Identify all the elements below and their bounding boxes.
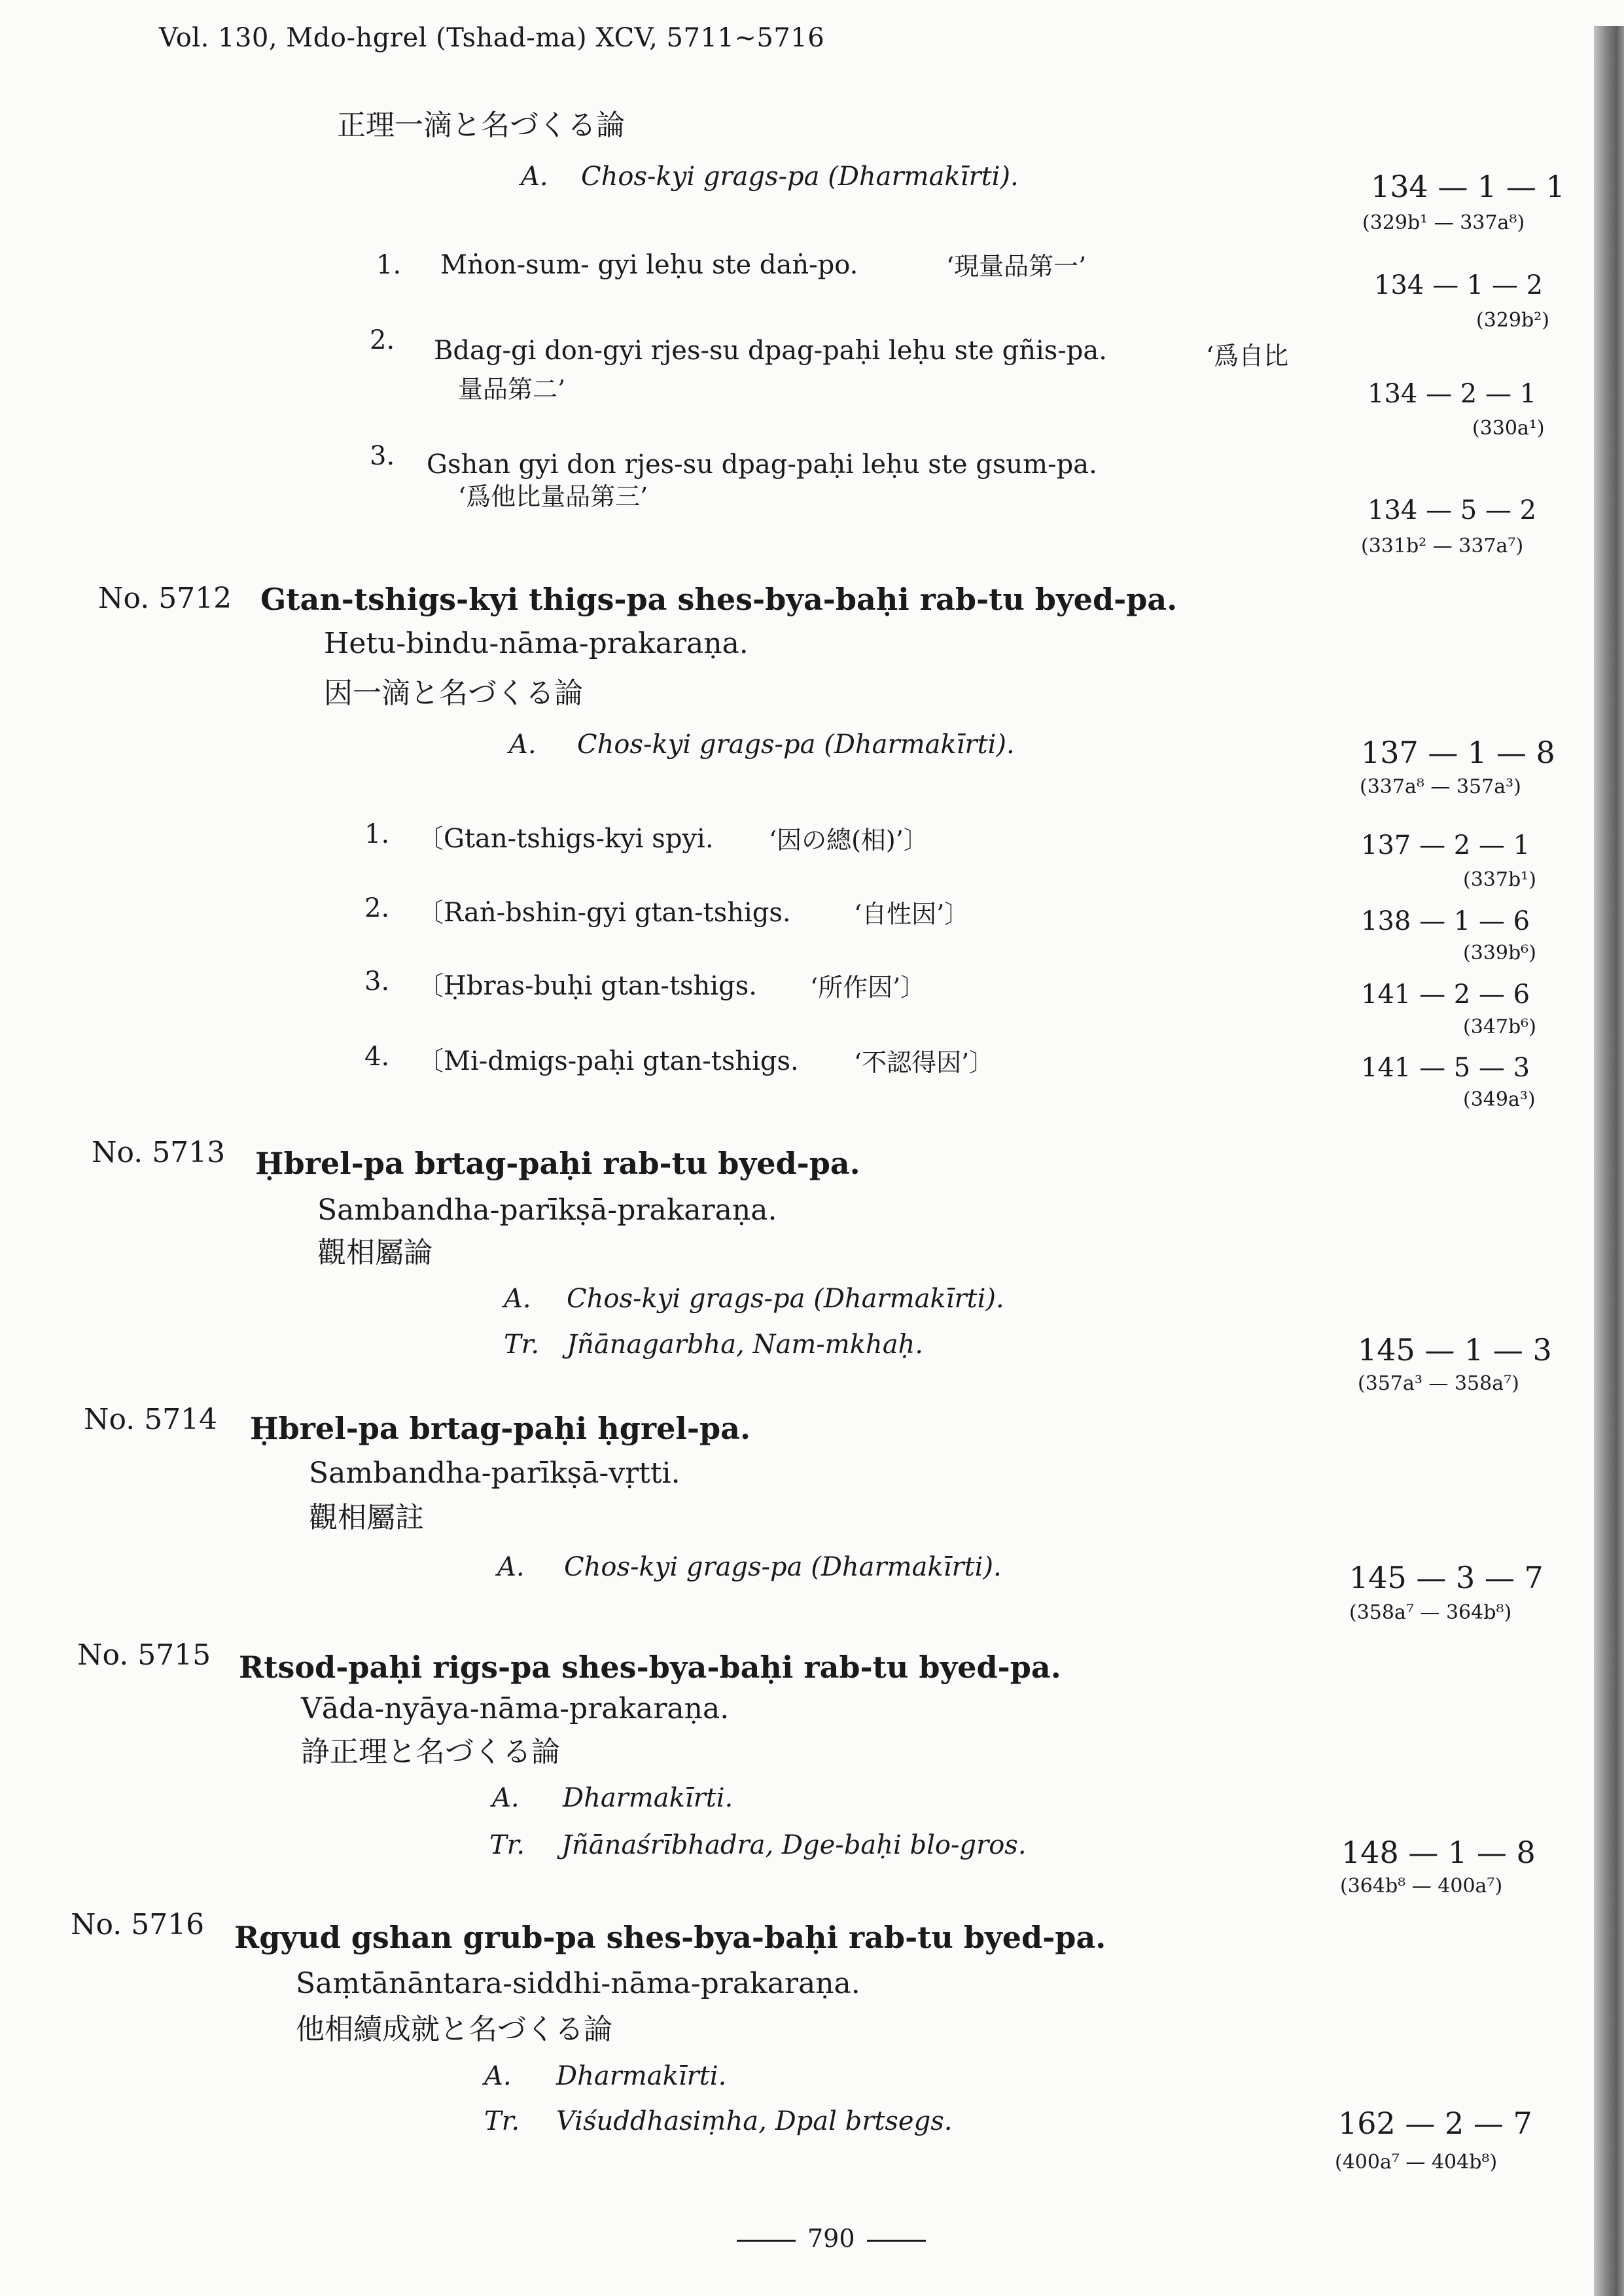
item-range: (349a³)	[1463, 1088, 1536, 1111]
item-ref: 141 — 2 — 6	[1361, 980, 1530, 1010]
entry-ref: 137 — 1 — 8	[1361, 735, 1555, 770]
top-item-text: Gshan gyi don rjes-su dpag-paḥi leḥu ste gsum-pa.	[427, 450, 1097, 480]
scan-edge-shadow	[1594, 26, 1624, 2296]
item-text: 〔Mi-dmigs-paḥi gtan-tshigs.	[417, 1046, 799, 1076]
entry-title: Ḥbrel-pa brtag-paḥi ḥgrel-pa.	[250, 1411, 750, 1446]
top-ref: 134 — 1 — 1	[1371, 169, 1565, 204]
item-text: 〔Raṅ-bshin-gyi gtan-tshigs.	[417, 898, 791, 928]
entry-japanese: 觀相屬註	[309, 1501, 424, 1534]
item-ref: 137 — 2 — 1	[1361, 830, 1530, 860]
page-number-text: 790	[807, 2224, 855, 2253]
item-jp: ‘所作因’〕	[810, 973, 926, 1002]
top-range: (329b¹ — 337a⁸)	[1362, 211, 1525, 234]
entry-number: No. 5713	[92, 1136, 226, 1169]
entry-title: Ḥbrel-pa brtag-paḥi rab-tu byed-pa.	[255, 1146, 860, 1181]
top-item-ref: 134 — 2 — 1	[1368, 379, 1537, 409]
entry-ref: 145 — 1 — 3	[1358, 1332, 1552, 1368]
top-item-text: Mṅon-sum- gyi leḥu ste daṅ-po.	[440, 250, 858, 280]
top-item-ref: 134 — 5 — 2	[1368, 495, 1537, 525]
entry-ref: 162 — 2 — 7	[1338, 2106, 1532, 2141]
entry-author: Chos-kyi grags-pa (Dharmakīrti).	[577, 730, 1015, 760]
item-num: 2.	[364, 893, 390, 923]
item-jp: ‘因の總(相)’〕	[769, 826, 928, 855]
item-range: (347b⁶)	[1463, 1016, 1536, 1038]
author-label: A.	[509, 730, 537, 760]
item-jp: ‘不認得因’〕	[854, 1048, 995, 1077]
item-num: 3.	[364, 966, 390, 997]
entry-ref: 145 — 3 — 7	[1349, 1560, 1544, 1595]
item-ref: 138 — 1 — 6	[1361, 906, 1530, 936]
page-dash-left	[737, 2240, 796, 2242]
entry-number: No. 5715	[77, 1638, 211, 1672]
top-author-label: A.	[521, 162, 548, 192]
top-item-jp: ‘爲自比	[1206, 342, 1289, 370]
entry-japanese: 因一滴と名づくる論	[324, 677, 583, 710]
entry-sanskrit: Hetu-bindu-nāma-prakaraṇa.	[324, 627, 749, 660]
top-item-range: (330a¹)	[1472, 417, 1545, 440]
entry-japanese: 觀相屬論	[317, 1236, 432, 1269]
entry-author: Chos-kyi grags-pa (Dharmakīrti).	[567, 1284, 1004, 1314]
item-range: (339b⁶)	[1463, 942, 1536, 964]
item-num: 4.	[364, 1042, 390, 1072]
entry-author: Dharmakīrti.	[563, 1783, 733, 1813]
entry-translator: Jñānaśrībhadra, Dge-baḥi blo-gros.	[561, 1830, 1027, 1860]
top-item-ref: 134 — 1 — 2	[1374, 270, 1544, 300]
item-range: (337b¹)	[1463, 868, 1536, 891]
page-number	[725, 2226, 938, 2251]
translator-label: Tr.	[504, 1330, 540, 1360]
item-num: 1.	[364, 819, 390, 849]
top-item-num: 1.	[376, 250, 402, 280]
top-japanese-title: 正理一滴と名づくる論	[337, 109, 625, 142]
top-item-jp: ‘現量品第一’	[946, 252, 1087, 281]
entry-sanskrit: Sambandha-parīkṣā-prakaraṇa.	[317, 1193, 777, 1227]
entry-number: No. 5712	[98, 582, 232, 615]
item-jp: ‘自性因’〕	[854, 900, 970, 928]
author-label: A.	[504, 1284, 531, 1314]
item-text: 〔Ḥbras-buḥi gtan-tshigs.	[417, 971, 757, 1001]
top-item-text: Bdag-gi don-gyi rjes-su dpag-paḥi leḥu ste gñis-pa.	[434, 336, 1107, 366]
running-header: Vol. 130, Mdo-hgrel (Tshad-ma) XCV, 5711~5716	[159, 23, 825, 53]
entry-ref: 148 — 1 — 8	[1341, 1835, 1536, 1870]
item-text: 〔Gtan-tshigs-kyi spyi.	[417, 824, 714, 854]
top-author: Chos-kyi grags-pa (Dharmakīrti).	[581, 162, 1019, 192]
translator-label: Tr.	[489, 1830, 525, 1860]
item-ref: 141 — 5 — 3	[1361, 1053, 1530, 1083]
entry-sanskrit: Saṃtānāntara-siddhi-nāma-prakaraṇa.	[296, 1967, 860, 2000]
top-item-range: (331b² — 337a⁷)	[1361, 535, 1524, 557]
top-item-num: 3.	[370, 441, 395, 471]
top-item-num: 2.	[370, 325, 395, 355]
entry-number: No. 5714	[84, 1403, 218, 1436]
author-label: A.	[497, 1552, 525, 1582]
entry-japanese: 諍正理と名づくる論	[301, 1735, 560, 1769]
top-item-jp-cont: 量品第二’	[458, 375, 566, 404]
entry-range: (337a⁸ — 357a³)	[1360, 775, 1521, 798]
entry-translator: Viśuddhasiṃha, Dpal brtsegs.	[556, 2106, 953, 2136]
author-label: A.	[484, 2061, 512, 2091]
translator-label: Tr.	[484, 2106, 520, 2136]
page-dash-right	[867, 2240, 926, 2242]
entry-title: Rgyud gshan grub-pa shes-bya-baḥi rab-tu byed-pa.	[234, 1920, 1106, 1955]
entry-translator: Jñānagarbha, Nam-mkhaḥ.	[567, 1330, 924, 1360]
entry-sanskrit: Sambandha-parīkṣā-vṛtti.	[309, 1457, 680, 1490]
entry-number: No. 5716	[71, 1908, 205, 1941]
entry-title: Rtsod-paḥi rigs-pa shes-bya-baḥi rab-tu byed-pa.	[239, 1650, 1061, 1685]
entry-author: Chos-kyi grags-pa (Dharmakīrti).	[564, 1552, 1002, 1582]
top-item-jp: ‘爲他比量品第三’	[458, 482, 648, 511]
entry-range: (357a³ — 358a⁷)	[1358, 1372, 1519, 1395]
entry-japanese: 他相續成就と名づくる論	[296, 2013, 612, 2046]
entry-sanskrit: Vāda-nyāya-nāma-prakaraṇa.	[301, 1692, 730, 1725]
entry-range: (400a⁷ — 404b⁸)	[1335, 2151, 1498, 2174]
author-label: A.	[492, 1783, 520, 1813]
entry-author: Dharmakīrti.	[556, 2061, 727, 2091]
top-item-range: (329b²)	[1476, 309, 1549, 332]
entry-range: (364b⁸ — 400a⁷)	[1340, 1875, 1503, 1898]
entry-title: Gtan-tshigs-kyi thigs-pa shes-bya-baḥi rab-tu byed-pa.	[260, 582, 1178, 617]
entry-range: (358a⁷ — 364b⁸)	[1349, 1601, 1512, 1624]
